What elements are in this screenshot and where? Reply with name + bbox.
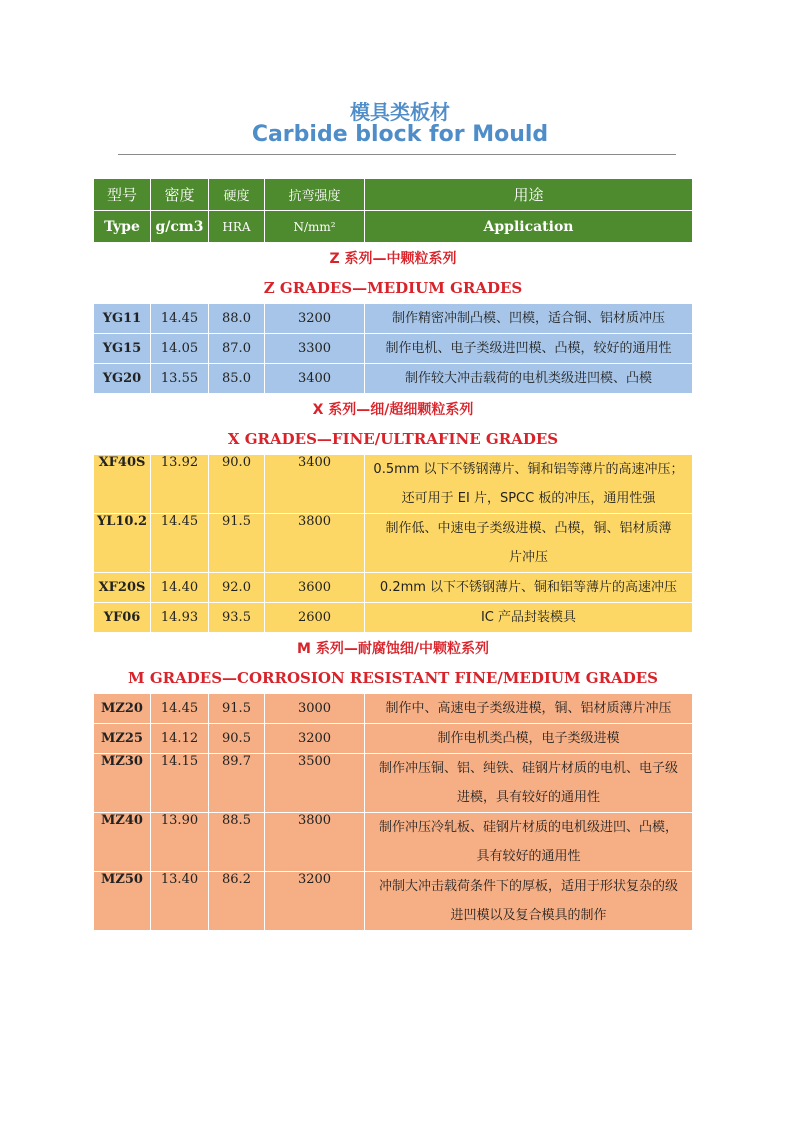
density-value: 13.40	[151, 872, 209, 931]
table-row	[94, 724, 693, 754]
application-cell	[365, 304, 693, 334]
header-row-en	[94, 211, 693, 243]
header-hardness-en: HRA	[209, 211, 265, 243]
hardness-value: 90.0	[209, 455, 265, 514]
section-heading	[94, 663, 693, 694]
strength-value: 3200	[265, 304, 365, 334]
application-line-2: 进模，具有较好的通用性	[456, 790, 600, 805]
page-title-cn: 模具类板材	[350, 100, 450, 124]
application-line-1: IC 产品封装模具	[480, 610, 577, 625]
density-value: 14.45	[151, 694, 209, 724]
application-cell	[365, 334, 693, 364]
application-line-1: 0.2mm 以下不锈钢薄片、铜和铝等薄片的高速冲压	[379, 580, 678, 595]
section-heading	[94, 633, 693, 664]
density-value: 14.05	[151, 334, 209, 364]
table-row	[94, 364, 693, 394]
grade-type: MZ30	[94, 754, 151, 813]
section-title-cn: M 系列—耐腐蚀细/中颗粒系列	[94, 633, 693, 664]
application-line-1: 制作较大冲击载荷的电机类级进凹模、凸模	[404, 371, 652, 386]
strength-value: 3400	[265, 455, 365, 514]
table-row	[94, 754, 693, 813]
density-value: 14.93	[151, 603, 209, 633]
section-title-en: X GRADES—FINE/ULTRAFINE GRADES	[94, 424, 693, 455]
grade-type: YG11	[94, 304, 151, 334]
application-line-1: 冲制大冲击载荷条件下的厚板，适用于形状复杂的级	[378, 879, 678, 894]
strength-value: 3200	[265, 872, 365, 931]
hardness-value: 88.0	[209, 304, 265, 334]
section-heading	[94, 273, 693, 304]
hardness-value: 91.5	[209, 694, 265, 724]
application-cell	[365, 603, 693, 633]
application-line-1: 0.5mm 以下不锈钢薄片、铜和铝等薄片的高速冲压；	[373, 462, 684, 477]
strength-value: 3600	[265, 573, 365, 603]
header-application-cn: 用途	[365, 179, 693, 211]
density-value: 14.45	[151, 304, 209, 334]
grade-type: YG20	[94, 364, 151, 394]
grade-type: YF06	[94, 603, 151, 633]
table-row	[94, 514, 693, 573]
title-divider	[118, 154, 676, 155]
header-strength-en: N/mm²	[265, 211, 365, 243]
density-value: 14.15	[151, 754, 209, 813]
hardness-value: 87.0	[209, 334, 265, 364]
density-value: 14.12	[151, 724, 209, 754]
header-row-cn	[94, 179, 693, 211]
table-row	[94, 872, 693, 931]
application-line-1: 制作低、中速电子类级进模、凸模，铜、铝材质薄	[385, 521, 672, 536]
application-line-2: 进凹模以及复合模具的制作	[450, 908, 607, 923]
hardness-value: 88.5	[209, 813, 265, 872]
application-line-2: 还可用于 EI 片，SPCC 板的冲压，通用性强	[401, 491, 656, 506]
section-heading	[94, 424, 693, 455]
hardness-value: 92.0	[209, 573, 265, 603]
header-type-en: Type	[94, 211, 151, 243]
application-cell	[365, 872, 693, 931]
grades-table	[93, 178, 693, 931]
strength-value: 3500	[265, 754, 365, 813]
section-title-cn: X 系列—细/超细颗粒系列	[94, 394, 693, 425]
strength-value: 3200	[265, 724, 365, 754]
density-value: 13.55	[151, 364, 209, 394]
table-row	[94, 813, 693, 872]
table-row	[94, 694, 693, 724]
application-line-1: 制作精密冲制凸模、凹模，适合铜、铝材质冲压	[391, 311, 665, 326]
application-line-1: 制作中、高速电子类级进模，铜、铝材质薄片冲压	[385, 701, 672, 716]
table-row	[94, 573, 693, 603]
hardness-value: 93.5	[209, 603, 265, 633]
grade-type: MZ25	[94, 724, 151, 754]
density-value: 14.45	[151, 514, 209, 573]
application-line-2: 具有较好的通用性	[476, 849, 581, 864]
application-line-1: 制作电机、电子类级进凹模、凸模，较好的通用性	[385, 341, 672, 356]
strength-value: 3800	[265, 813, 365, 872]
hardness-value: 90.5	[209, 724, 265, 754]
section-heading	[94, 394, 693, 425]
grade-type: XF20S	[94, 573, 151, 603]
section-title-en: Z GRADES—MEDIUM GRADES	[94, 273, 693, 304]
strength-value: 3000	[265, 694, 365, 724]
section-title-en: M GRADES—CORROSION RESISTANT FINE/MEDIUM GRADES	[94, 663, 693, 694]
header-type-cn: 型号	[94, 179, 151, 211]
application-line-1: 制作冲压冷轧板、硅钢片材质的电机级进凹、凸模，	[378, 820, 678, 835]
application-cell	[365, 455, 693, 514]
application-line-1: 制作电机类凸模，电子类级进模	[437, 731, 620, 746]
table-row	[94, 334, 693, 364]
grade-type: MZ20	[94, 694, 151, 724]
hardness-value: 86.2	[209, 872, 265, 931]
header-density-en: g/cm3	[151, 211, 209, 243]
header-strength-cn: 抗弯强度	[265, 179, 365, 211]
grade-type: YL10.2	[94, 514, 151, 573]
density-value: 14.40	[151, 573, 209, 603]
application-line-1: 制作冲压铜、铝、纯铁、硅钢片材质的电机、电子级	[378, 761, 678, 776]
application-cell	[365, 573, 693, 603]
grade-type: YG15	[94, 334, 151, 364]
header-application-en: Application	[365, 211, 693, 243]
page-title-en: Carbide block for Mould	[251, 122, 549, 147]
application-cell	[365, 754, 693, 813]
header-hardness-cn: 硬度	[209, 179, 265, 211]
grade-type: MZ50	[94, 872, 151, 931]
table-row	[94, 603, 693, 633]
density-value: 13.90	[151, 813, 209, 872]
grade-type: XF40S	[94, 455, 151, 514]
application-line-2: 片冲压	[508, 550, 548, 565]
application-cell	[365, 364, 693, 394]
grade-type: MZ40	[94, 813, 151, 872]
strength-value: 2600	[265, 603, 365, 633]
density-value: 13.92	[151, 455, 209, 514]
hardness-value: 85.0	[209, 364, 265, 394]
hardness-value: 89.7	[209, 754, 265, 813]
section-heading	[94, 243, 693, 274]
table-row	[94, 304, 693, 334]
strength-value: 3800	[265, 514, 365, 573]
application-cell	[365, 724, 693, 754]
application-cell	[365, 694, 693, 724]
strength-value: 3300	[265, 334, 365, 364]
header-density-cn: 密度	[151, 179, 209, 211]
section-title-cn: Z 系列—中颗粒系列	[94, 243, 693, 274]
application-cell	[365, 813, 693, 872]
hardness-value: 91.5	[209, 514, 265, 573]
table-row	[94, 455, 693, 514]
strength-value: 3400	[265, 364, 365, 394]
application-cell	[365, 514, 693, 573]
